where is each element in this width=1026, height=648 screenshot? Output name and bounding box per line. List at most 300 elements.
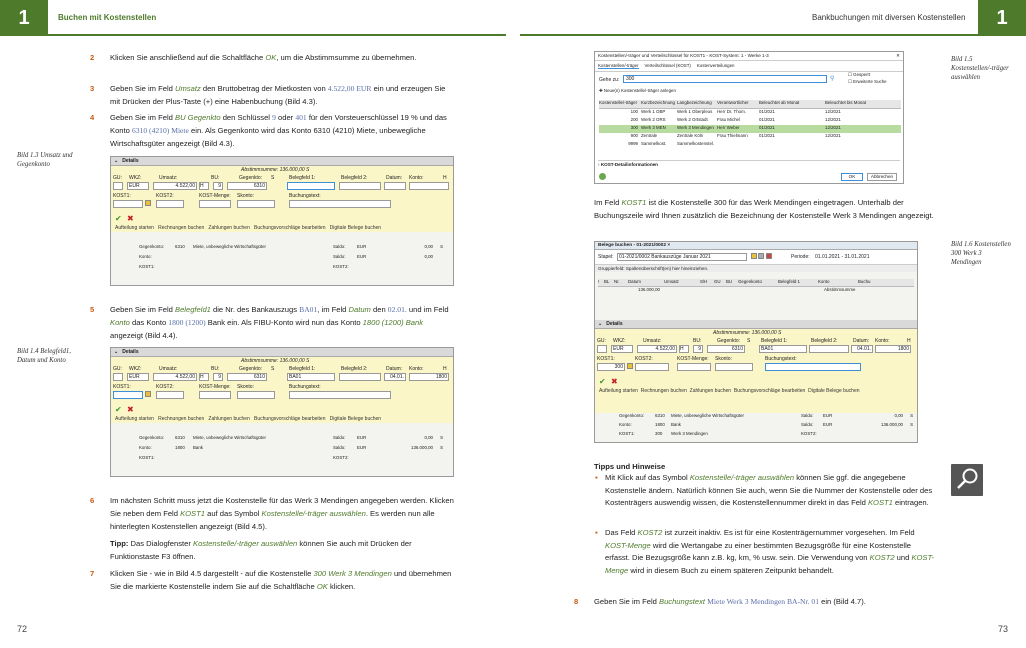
chevron-down-icon[interactable]: ⌄ (598, 321, 603, 327)
wkz-select[interactable]: EUR (611, 345, 633, 353)
text: ist die Kostenstelle 300 für das Werk Mendingen eingetragen. Unterhalb der Buchungszeile wird Ihnen zusätzlich die Bezeichnung der Kostenstelle Werk 3 Mendingen angezeigt. (594, 198, 934, 220)
label-belegfeld1: Belegfeld 1: (289, 175, 316, 181)
belegfeld2-input[interactable] (339, 182, 381, 190)
tab-kostenstellen[interactable]: Kostenstellen/-träger (598, 63, 639, 68)
sum-value: 136.000,00 (638, 287, 660, 292)
label-skonto: Skonto: (237, 193, 254, 199)
cell: EUR (357, 435, 367, 440)
info-footer (619, 413, 915, 440)
text: können Sie auch mit Drücken der Funktionstaste F3 öffnen. (110, 539, 412, 561)
konto-input[interactable] (409, 182, 449, 190)
label-skonto: Skonto: (237, 384, 254, 390)
cell: 136.000,00 (411, 445, 433, 450)
cell: Saldo: (333, 244, 346, 249)
label-belegfeld1: Belegfeld 1: (761, 338, 788, 344)
ui-ref: KOST-Menge (605, 553, 934, 575)
table-cell: 200 (630, 117, 638, 122)
sum-label: Abstimmsumme (824, 287, 856, 292)
label-kost-menge: KOST-Menge: (677, 356, 709, 362)
goto-input[interactable]: 300 (623, 75, 827, 83)
label-kost-menge: KOST-Menge: (199, 193, 231, 199)
footer-row (619, 422, 915, 431)
label-kost2: KOST2: (156, 384, 174, 390)
label-wkz: WKZ: (129, 366, 142, 372)
column-header[interactable]: GU (714, 279, 721, 284)
label-kost1: KOST1: (113, 384, 131, 390)
chapter-badge-left (0, 0, 48, 36)
column-header[interactable]: Belegfeld 1 (778, 279, 800, 284)
label-kost2: KOST2: (635, 356, 653, 362)
belegfeld2-input[interactable] (339, 373, 381, 381)
cell: Konto: (139, 445, 152, 450)
umsatz-input[interactable]: 4.522,00 (637, 345, 677, 353)
label-gegenkto: Gegenkto: (717, 338, 741, 344)
text: den Schlüssel (220, 113, 273, 122)
periode-label: Periode: (791, 254, 810, 260)
step-number: 5 (90, 305, 95, 314)
text: ist zurzeit inaktiv. Es ist für eine Kostenträgernummer vorgesehen. Im Feld (662, 528, 915, 537)
cell: Werk 3 Mendingen (671, 431, 708, 436)
tip (110, 537, 454, 563)
label-kost1: KOST1: (597, 356, 615, 362)
label-belegfeld1: Belegfeld 1: (289, 366, 316, 372)
cell: Gegenkonto: (139, 244, 165, 249)
cell: Miete, unbewegliche Wirtschaftsgüter (193, 244, 266, 249)
sh-field[interactable]: H (679, 345, 689, 353)
aufteilung-link[interactable]: Aufteilung starten (115, 416, 154, 422)
table-row[interactable] (599, 141, 901, 149)
cell: 1800 (655, 422, 665, 427)
cell: EUR (823, 413, 833, 418)
booking-grid (598, 279, 914, 295)
tab-label: Belege buchen - 01-2021/0002 (598, 243, 666, 248)
zahlungen-link[interactable]: Zahlungen buchen (208, 416, 250, 422)
step-8 (574, 595, 936, 608)
toolbar-icons[interactable] (751, 253, 772, 259)
cell: EUR (357, 244, 367, 249)
chevron-down-icon[interactable]: ⌄ (114, 349, 119, 355)
column-header[interactable]: Beleuchtet ab Monat (759, 100, 800, 105)
value-ref: 401 (295, 113, 307, 122)
footer-row (619, 431, 915, 440)
skonto-input[interactable] (715, 363, 753, 371)
konto-input[interactable]: 1800 (409, 373, 449, 381)
periode-value: 01.01.2021 - 31.01.2021 (815, 254, 870, 260)
value-ref: 4.522,00 EUR (327, 84, 372, 93)
table-cell: Herr Weber (717, 125, 740, 130)
text: Mit Klick auf das Symbol (605, 473, 690, 482)
table-cell (717, 141, 759, 149)
skonto-input[interactable] (237, 391, 275, 399)
details-panel (595, 320, 917, 436)
kost-menge-input[interactable] (677, 363, 711, 371)
search-icon[interactable]: ⚲ (830, 76, 835, 82)
buchungstext-input[interactable] (289, 391, 391, 399)
erweiterte-suche-checkbox[interactable]: ☐ Erweiterte Suche (848, 79, 887, 84)
table-row[interactable] (599, 133, 901, 141)
kostenstelle-select-icon[interactable] (627, 363, 633, 369)
tip-bullet-2 (605, 527, 937, 577)
header-rule (520, 34, 978, 36)
umsatz-input[interactable]: 4.522,00 (153, 182, 197, 190)
column-header[interactable]: Beleuchtet bis Monat (825, 100, 867, 105)
kostenstellen-table (599, 100, 901, 149)
checkmark-icon[interactable]: ✔ (599, 377, 606, 386)
cell: Gegenkonto: (139, 435, 165, 440)
text: Bank ein. Als FIBU-Konto wird nun das Konto (205, 318, 363, 327)
details-label: Details (122, 349, 139, 355)
chapter-title-left: Buchen mit Kostenstellen (58, 13, 157, 22)
kost2-input[interactable] (156, 391, 184, 399)
datum-input[interactable] (384, 182, 406, 190)
ui-ref: OK (316, 582, 328, 591)
value-ref: 6310 (4210) Miete (131, 126, 189, 135)
column-header[interactable]: ! (598, 279, 600, 284)
caption-bild-1-4: Bild 1.4 Belegfeld1, Datum und Konto (17, 348, 71, 364)
table-header (599, 100, 901, 109)
cell: Konto: (139, 254, 152, 259)
label-gu: GU: (113, 366, 122, 372)
table-cell: Frau Thielmann (717, 133, 748, 138)
text: Im Feld (594, 198, 622, 207)
column-header[interactable]: Kostenstelle/-träger (599, 100, 638, 105)
footer-row (139, 445, 449, 455)
bu-input[interactable]: 9 (213, 373, 223, 381)
action-links (599, 388, 860, 394)
close-x-icon[interactable]: ✖ (127, 405, 134, 414)
cell: Gegenkonto: (619, 413, 645, 418)
bu-input[interactable]: 9 (213, 182, 223, 190)
text: angezeigt (Bild 4.4). (110, 331, 178, 340)
ui-ref: KOST2 (637, 528, 663, 537)
value-ref: Miete Werk 3 Mendingen BA-Nr. 01 (707, 597, 820, 606)
text: eintragen. (892, 498, 929, 507)
ui-ref: Buchungstext (659, 597, 706, 606)
umsatz-input[interactable]: 4.522,00 (153, 373, 197, 381)
checkmark-icon[interactable]: ✔ (115, 405, 122, 414)
step-number: 6 (90, 496, 95, 505)
table-cell: Werk 3 Mendingen (677, 125, 714, 130)
aufteilung-link[interactable]: Aufteilung starten (115, 225, 154, 231)
table-cell (759, 141, 825, 149)
kostenstelle-select-icon[interactable] (145, 391, 151, 397)
ui-ref: Belegfeld1 (175, 305, 211, 314)
label-datum: Datum: (386, 366, 403, 372)
chevron-down-icon[interactable]: ⌄ (114, 158, 119, 164)
rechnungen-link[interactable]: Rechnungen buchen (640, 388, 687, 394)
table-cell: 100 (630, 109, 638, 114)
table-cell: 01/2021 (759, 117, 775, 122)
label-kost1: KOST1: (113, 193, 131, 199)
ui-ref: OK (265, 53, 277, 62)
column-header[interactable]: BL (604, 279, 610, 284)
label-s: S (747, 338, 751, 344)
label-belegfeld2: Belegfeld 2: (341, 366, 368, 372)
sh-field[interactable]: H (199, 182, 209, 190)
aufteilung-link[interactable]: Aufteilung starten (599, 388, 638, 394)
stapel-select[interactable]: 01-2021/0002 Bankauszüge Januar 2021 (617, 253, 747, 261)
label-umsatz: Umsatz: (159, 366, 178, 372)
ui-ref: KOST2 (869, 553, 895, 562)
label-kost2: KOST2: (156, 193, 174, 199)
caption-bild-1-3: Bild 1.3 Umsatz und Gegenkonto (17, 152, 73, 168)
step-6 (90, 494, 454, 533)
ui-ref: Kostenstelle/-träger auswählen (261, 509, 366, 518)
vorschlaege-link[interactable]: Buchungsvorschläge bearbeiten (733, 388, 806, 394)
column-header[interactable]: S/H (700, 279, 708, 284)
step-5 (90, 303, 454, 342)
gegenkto-input[interactable]: 6310 (227, 182, 267, 190)
kost-menge-input[interactable] (199, 200, 231, 208)
footer-row (139, 244, 449, 254)
buchungstext-input[interactable] (289, 200, 391, 208)
step-7 (90, 567, 454, 593)
gesperrt-checkbox[interactable]: ☐ Gesperrt (848, 72, 871, 77)
text: ein und erzeugen Sie mit Drücken der Plus-Taste (+) eine Habenbuchung (Bild 4.3). (110, 84, 446, 106)
table-cell: Sammelkost. (641, 141, 667, 146)
rechnungen-link[interactable]: Rechnungen buchen (158, 225, 205, 231)
cell: KOST1: (139, 264, 155, 269)
tab-verteilschluessel[interactable]: Verteilschlüssel (KOST) (644, 63, 691, 68)
column-header[interactable]: Verantwortlicher (717, 100, 749, 105)
group-hint: Gruppierfeld: Spaltenüberschrift(en) hier hineinziehen. (595, 264, 917, 272)
label-h: H (443, 175, 447, 181)
column-header[interactable]: BU (726, 279, 733, 284)
table-cell: Werk 1 Oberpleus (677, 109, 713, 114)
belegfeld1-input[interactable]: BA01 (287, 373, 335, 381)
tip-bullet-1 (605, 472, 937, 510)
search-area (595, 72, 903, 98)
value-ref: 02.01. (387, 305, 407, 314)
details-label: Details (606, 321, 623, 327)
cell: 0,00 (424, 244, 433, 249)
table-cell: Zentrale (641, 133, 658, 138)
step-number: 8 (574, 597, 579, 606)
close-icon[interactable]: ✕ (896, 53, 900, 58)
column-header[interactable]: Langbezeichnung (677, 100, 712, 105)
footer-row (139, 435, 449, 445)
stapel-label: Stapel: (598, 254, 614, 260)
ui-ref: BU Gegenkto (175, 113, 221, 122)
dialog-title: Kostenstellen/-träger und Verteilschlüssel für KOST1 - KOST-System: 1 - Werke 1-3 (598, 53, 769, 58)
table-cell: Sammelkostenstel. (677, 141, 715, 146)
cell: 0,00 (894, 413, 903, 418)
text: für den Vorsteuerschlüssel 19 % und das Konto (110, 113, 447, 135)
table-cell: 900 (630, 133, 638, 138)
text: . Es werden nun alle hinterlegten Kostenstellen angezeigt (Bild 4.5). (110, 509, 435, 531)
details-label: Details (122, 158, 139, 164)
table-body (599, 109, 901, 149)
text: die Nr. des Bankauszugs (210, 305, 300, 314)
sh-field[interactable]: H (199, 373, 209, 381)
column-header[interactable]: Umsatz (664, 279, 679, 284)
gegenkto-input[interactable]: 6310 (707, 345, 745, 353)
gu-field[interactable] (113, 182, 123, 190)
text: Geben Sie im Feld (110, 84, 175, 93)
wkz-select[interactable]: EUR (127, 182, 149, 190)
bu-input[interactable]: 9 (693, 345, 703, 353)
cell: KOST1: (139, 455, 155, 460)
belegfeld1-input[interactable]: BA01 (759, 345, 807, 353)
text: Geben Sie im Feld (110, 305, 175, 314)
buchungstext-input[interactable] (765, 363, 861, 371)
column-header[interactable]: Gegenkonto (738, 279, 762, 284)
datum-input[interactable]: 04.01. (851, 345, 873, 353)
label-kost-menge: KOST-Menge: (199, 384, 231, 390)
grid-header (598, 279, 914, 287)
text: Klicken Sie anschließend auf die Schaltfläche (110, 53, 266, 62)
table-cell: 12/2021 (825, 125, 841, 130)
cell: Saldo: (333, 445, 346, 450)
cell: 0,00 (424, 254, 433, 259)
kostenstelle-select-icon[interactable] (145, 200, 151, 206)
vorschlaege-link[interactable]: Buchungsvorschläge bearbeiten (254, 225, 326, 231)
label-konto: Konto: (409, 175, 424, 181)
table-row[interactable] (599, 125, 901, 133)
cell: Bank (671, 422, 682, 427)
chevron-right-icon[interactable]: › (598, 162, 600, 167)
checkbox-label: Gesperrt (853, 72, 871, 77)
table-cell: 9999 (628, 141, 638, 146)
table-cell: 01/2021 (759, 125, 775, 130)
chapter-badge-right (978, 0, 1026, 36)
chapter-number: 1 (18, 6, 30, 29)
value-ref: BA01 (299, 305, 318, 314)
cell: Saldo: (333, 254, 346, 259)
column-header[interactable]: Kurzbezeichnung (641, 100, 675, 105)
table-cell: 12/2021 (825, 109, 841, 114)
step-number: 2 (90, 53, 95, 62)
column-header[interactable]: Konto (818, 279, 830, 284)
wkz-select[interactable]: EUR (127, 373, 149, 381)
digitale-belege-link[interactable]: Digitale Belege buchen (808, 388, 860, 394)
table-cell: Werk 3 MEN (641, 125, 666, 130)
step-number: 7 (90, 569, 95, 578)
text: oder (275, 113, 296, 122)
table-cell: Herr Dr. Thom. (717, 109, 746, 114)
zahlungen-link[interactable]: Zahlungen buchen (208, 225, 250, 231)
action-links (115, 416, 381, 422)
cell: Bank (193, 445, 204, 450)
checkmark-icon[interactable]: ✔ (115, 214, 122, 223)
ui-ref: KOST-Menge (605, 540, 651, 550)
table-cell: Zentrale Köln (677, 133, 704, 138)
close-x-icon[interactable]: ✖ (611, 377, 618, 386)
kost1-input[interactable] (113, 200, 143, 208)
label-bu: BU: (211, 366, 220, 372)
status-icon (599, 173, 606, 180)
page-number-right: 73 (998, 624, 1009, 634)
vorschlaege-link[interactable]: Buchungsvorschläge bearbeiten (254, 416, 326, 422)
ui-ref: KOST1 (867, 498, 893, 507)
header-rule (48, 34, 506, 36)
checkbox-label: Erweiterte Suche (853, 79, 887, 84)
new-kostenstelle-link[interactable]: ✚ Neue(n) Kostenstelle/-träger anlegen (599, 88, 676, 93)
ui-ref: KOST1 (180, 509, 205, 518)
kost1-input[interactable] (113, 391, 143, 399)
cell: KOST2: (333, 264, 349, 269)
abstimmsumme: Abstimmsumme: 136.000,00 S (241, 358, 310, 364)
konto-input[interactable]: 1800 (875, 345, 911, 353)
skonto-input[interactable] (237, 200, 275, 208)
kost-menge-input[interactable] (199, 391, 231, 399)
belegfeld2-input[interactable] (809, 345, 849, 353)
info-bar (598, 160, 900, 167)
new-label: Neue(n) Kostenstelle/-träger anlegen (603, 88, 676, 93)
cell: EUR (357, 445, 367, 450)
ok-button[interactable]: OK (841, 173, 863, 181)
gegenkto-input[interactable]: 6310 (227, 373, 267, 381)
digitale-belege-link[interactable]: Digitale Belege buchen (329, 225, 382, 231)
kost2-input[interactable] (635, 363, 669, 371)
column-header[interactable]: Nr. (614, 279, 620, 284)
rechnungen-link[interactable]: Rechnungen buchen (158, 416, 205, 422)
cell: Miete, unbewegliche Wirtschaftsgüter (193, 435, 266, 440)
table-cell: 12/2021 (825, 117, 841, 122)
info-footer (139, 435, 449, 465)
zahlungen-link[interactable]: Zahlungen buchen (689, 388, 732, 394)
tab-kostenverteilungen[interactable]: Kostenverteilungen (696, 63, 735, 68)
table-cell: Frau Michel (717, 117, 740, 122)
cell: Saldo: (801, 422, 814, 427)
tip-label: Tipp: (110, 539, 129, 548)
caption-bild-1-6: Bild 1.6 Kostenstellen 300 Werk 3 Mendingen (951, 241, 1011, 266)
close-icon[interactable]: × (667, 243, 671, 248)
table-row[interactable] (599, 117, 901, 125)
action-links (115, 225, 381, 231)
column-header[interactable]: Buchu (858, 279, 871, 284)
text: Geben Sie im Feld (110, 113, 175, 122)
table-row[interactable] (599, 109, 901, 117)
info-footer (139, 244, 449, 274)
close-x-icon[interactable]: ✖ (127, 214, 134, 223)
table-cell: 12/2021 (825, 133, 841, 138)
text: und im Feld (406, 305, 449, 314)
ui-ref: 300 Werk 3 Mendingen (313, 569, 392, 578)
label-gu: GU: (597, 338, 606, 344)
stapel-bar (595, 250, 917, 264)
step-2 (90, 51, 454, 64)
label-belegfeld2: Belegfeld 2: (341, 175, 368, 181)
window-tab[interactable] (595, 242, 917, 250)
belegfeld1-input[interactable] (287, 182, 335, 190)
cancel-button[interactable]: Abbrechen (867, 173, 897, 181)
gu-field[interactable] (113, 373, 123, 381)
sum-row (598, 287, 914, 295)
kost1-input[interactable]: 300 (597, 363, 625, 371)
label-datum: Datum: (386, 175, 403, 181)
label-s: S (271, 366, 275, 372)
datum-input[interactable]: 04.01. (384, 373, 406, 381)
cell: 1800 (175, 445, 185, 450)
value-ref: 9 (272, 113, 276, 122)
label-wkz: WKZ: (613, 338, 626, 344)
cell: 6310 (655, 413, 665, 418)
digitale-belege-link[interactable]: Digitale Belege buchen (329, 416, 382, 422)
label-gegenkto: Gegenkto: (239, 366, 263, 372)
ui-ref: Konto (110, 318, 130, 327)
gu-field[interactable] (597, 345, 607, 353)
label-gu: GU: (113, 175, 122, 181)
column-header[interactable]: Datum (628, 279, 641, 284)
cell: S (910, 413, 913, 418)
text: klicken. (327, 582, 356, 591)
cell: 0,00 (424, 435, 433, 440)
kost2-input[interactable] (156, 200, 184, 208)
text: Geben Sie im Feld (594, 597, 659, 606)
cell: KOST1: (619, 431, 635, 436)
tips-title: Tipps und Hinweise (594, 462, 666, 471)
